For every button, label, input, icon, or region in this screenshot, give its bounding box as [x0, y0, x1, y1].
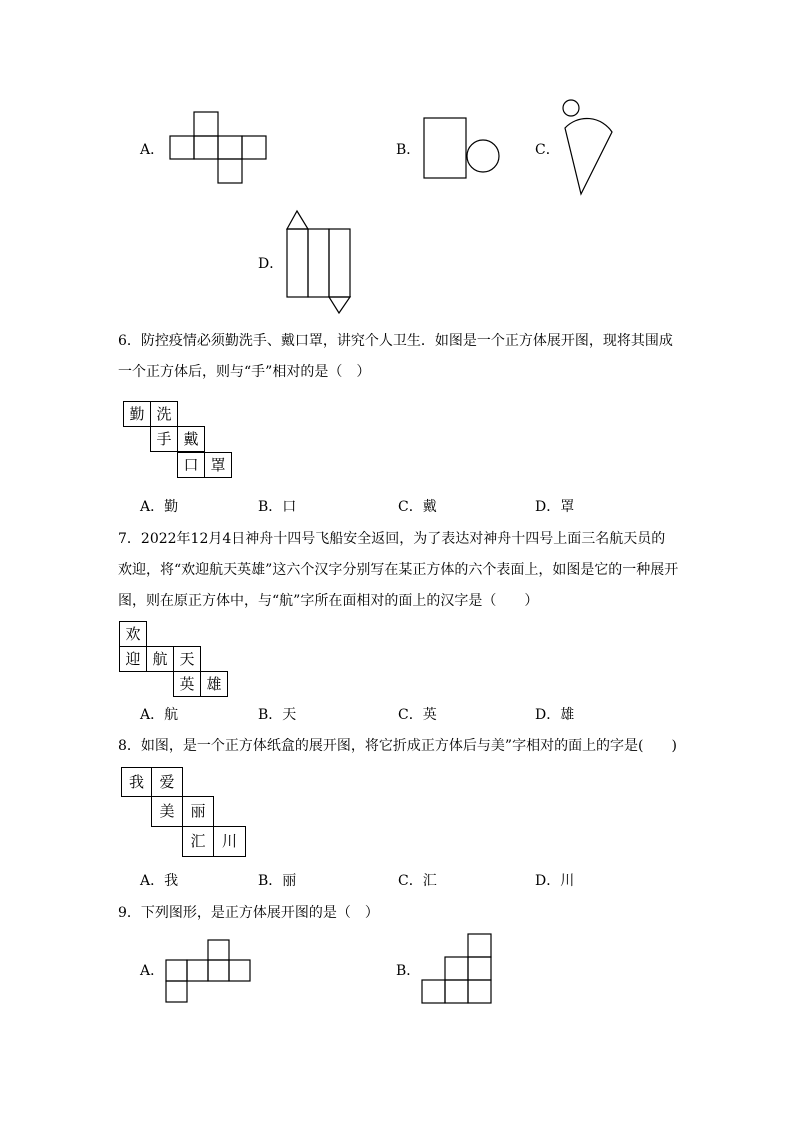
q5-option-b-label[interactable]: B．	[396, 142, 421, 158]
net-cell: 天	[173, 646, 201, 672]
q5-option-a-label[interactable]: A．	[140, 142, 165, 158]
q7-option-a[interactable]: A．航	[140, 707, 179, 723]
q7-option-c[interactable]: C．英	[398, 707, 437, 723]
net-cell: 雄	[200, 671, 228, 697]
net-cell: 勤	[123, 401, 151, 427]
q5-option-d-label[interactable]: D．	[258, 256, 284, 272]
q8-option-b[interactable]: B．丽	[258, 873, 297, 889]
q7-question-line3: 图，则在原正方体中，与“航”字所在面相对的面上的汉字是（ ）	[118, 593, 539, 609]
net-cell: 川	[213, 826, 246, 857]
net-cell: 航	[146, 646, 174, 672]
net-cell: 欢	[119, 621, 147, 647]
q6-option-a[interactable]: A．勤	[140, 499, 179, 515]
net-cell: 我	[121, 767, 152, 797]
net-cell: 戴	[177, 426, 205, 452]
net-cell: 丽	[182, 796, 214, 827]
q5-option-c-label[interactable]: C．	[535, 142, 560, 158]
net-cell: 汇	[182, 826, 214, 857]
q7-question-line2: 欢迎，将“欢迎航天英雄”这六个汉字分别写在某正方体的六个表面上，如图是它的一种展开	[118, 562, 679, 578]
net-cell: 美	[151, 796, 183, 827]
q8-option-d[interactable]: D．川	[535, 873, 575, 889]
q9-question-line1: 9．下列图形，是正方体展开图的是（ ）	[118, 905, 379, 921]
net-cell: 迎	[119, 646, 147, 672]
q6-question-line1: 6．防控疫情必须勤洗手、戴口罩，讲究个人卫生．如图是一个正方体展开图，现将其围成	[118, 333, 673, 349]
q6-option-c[interactable]: C．戴	[398, 499, 437, 515]
q7-option-b[interactable]: B．天	[258, 707, 297, 723]
q9-option-a-label[interactable]: A．	[140, 963, 165, 979]
q6-option-d[interactable]: D．罩	[535, 499, 575, 515]
q6-option-b[interactable]: B．口	[258, 499, 297, 515]
q6-question-line2: 一个正方体后，则与“手”相对的是（ ）	[118, 364, 371, 380]
q9-option-b-label[interactable]: B．	[396, 963, 421, 979]
net-cell: 罩	[204, 452, 232, 478]
net-cell: 手	[150, 426, 178, 452]
q7-option-d[interactable]: D．雄	[535, 707, 575, 723]
q8-option-a[interactable]: A．我	[140, 873, 179, 889]
net-cell: 洗	[150, 401, 178, 427]
net-cell: 爱	[151, 767, 183, 797]
net-cell: 英	[173, 671, 201, 697]
q8-option-c[interactable]: C．汇	[398, 873, 437, 889]
q7-question-line1: 7．2022年12月4日神舟十四号飞船安全返回，为了表达对神舟十四号上面三名航天员的	[118, 531, 666, 547]
q8-question-line1: 8．如图，是一个正方体纸盒的展开图，将它折成正方体后与美”字相对的面上的字是( )	[118, 738, 677, 754]
net-cell: 口	[177, 452, 205, 478]
